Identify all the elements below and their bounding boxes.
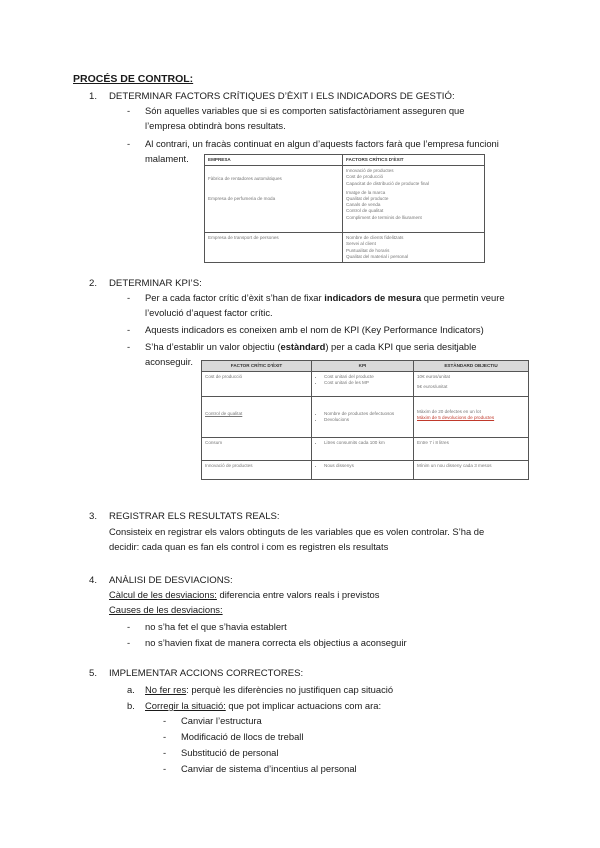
s4-cause-1: no s’ha fet el que s’havia establert bbox=[145, 621, 287, 632]
table-cell: Màxim de 20 defectes en un lot Màxim de 5 devolucions de productes bbox=[414, 397, 529, 438]
table-cell: Empresa de transport de persones bbox=[205, 233, 343, 263]
table-header: EMPRESA bbox=[205, 155, 343, 166]
s5-action-1: Canviar l’estructura bbox=[181, 715, 262, 726]
table-row bbox=[202, 438, 529, 461]
section-1-heading: DETERMINAR FACTORS CRÍTIQUES D’ÈXIT I ELS INDICADORS DE GESTIÓ: bbox=[109, 91, 455, 102]
s4-cause-2: no s’havien fixat de manera correcta els objectius a aconseguir bbox=[145, 637, 407, 648]
table-cell: Innovació de productes bbox=[202, 461, 312, 480]
table-cell: Entre 7 i 8 litres bbox=[414, 438, 529, 461]
bullet-dash: - bbox=[163, 763, 167, 774]
table-cell: • Nombre de productes defectuosos • Devolucions bbox=[312, 397, 414, 438]
table-header: ESTÀNDARD OBJECTIU bbox=[414, 361, 529, 372]
section-1-number: 1. bbox=[89, 91, 98, 102]
s5-item-b: Corregir la situació: que pot implicar actuacions com ara: bbox=[145, 700, 382, 711]
s3-line-2: decidir: cada quan es fan els control i com es registren els resultats bbox=[109, 541, 389, 552]
s2-bullet-3-line-1: S’ha d’establir un valor objectiu (estàndard) per a cada KPI que seria desitjable bbox=[145, 341, 477, 352]
s4-calc-line: Càlcul de les desviacions: diferencia entre valors reals i previstos bbox=[109, 589, 380, 600]
section-4-heading: ANÀLISI DE DESVIACIONS: bbox=[109, 575, 233, 586]
s4-causes-label: Causes de les desviacions: bbox=[109, 604, 223, 615]
table-cell: Cost de producció bbox=[202, 372, 312, 397]
section-4-number: 4. bbox=[89, 575, 98, 586]
s5-item-b-letter: b. bbox=[127, 700, 135, 711]
table-header: FACTORS CRÍTICS D’ÈXIT bbox=[343, 155, 485, 166]
table-cell: • Nous dissenys bbox=[312, 461, 414, 480]
bullet-dash: - bbox=[127, 105, 131, 116]
bullet-dash: - bbox=[127, 621, 131, 632]
table-row bbox=[202, 372, 529, 397]
s5-action-3: Substitució de personal bbox=[181, 747, 279, 758]
table-row bbox=[205, 233, 485, 263]
bullet-dash: - bbox=[127, 138, 131, 149]
s2-bullet-1-line-1: Per a cada factor crític d’èxit s’han de fixar indicadors de mesura que permetin veure bbox=[145, 292, 505, 303]
table-cell: Nombre de clients fidelitzats Servei al client Puntualitat de horaris Qualitat del material i personal bbox=[343, 233, 485, 263]
table-cell: Control de qualitat bbox=[202, 397, 312, 438]
table-cell: Consum bbox=[202, 438, 312, 461]
s1-bullet-1-line-1: Són aquelles variables que si es comporten satisfactòriament asseguren que bbox=[145, 105, 465, 116]
bullet-dash: - bbox=[127, 637, 131, 648]
table-cell: Innovació de productes Cost de producció Capacitat de distribució de producte final Imatge de la marca Qualitat del producte Canals de venda Control de qualitat Compliment de terminis de lliurament bbox=[343, 166, 485, 233]
bullet-dash: - bbox=[163, 731, 167, 742]
page-title: PROCÉS DE CONTROL: bbox=[73, 73, 194, 85]
table-header-row bbox=[202, 361, 529, 372]
s1-bullet-2-line-1: Al contrari, un fracàs continuat en algun d’aquests factors farà que l’empresa funcioni bbox=[145, 138, 499, 149]
s1-bullet-1-line-2: l’empresa obtindrà bons resultats. bbox=[145, 120, 286, 131]
bullet-dash: - bbox=[163, 747, 167, 758]
table-header: FACTOR CRÍTIC D’ÈXIT bbox=[202, 361, 312, 372]
s5-action-4: Canviar de sistema d’incentius al personal bbox=[181, 763, 357, 774]
s5-item-a-letter: a. bbox=[127, 684, 135, 695]
table-header-row bbox=[205, 155, 485, 166]
table-cell: 10€ euros/unitat 5€ euros/unitat bbox=[414, 372, 529, 397]
critical-factors-table bbox=[204, 154, 485, 263]
table-cell: Fàbrica de rentadores automàtiques Empresa de perfumeria de moda bbox=[205, 166, 343, 233]
s2-bullet-2: Aquests indicadors es coneixen amb el nom de KPI (Key Performance Indicators) bbox=[145, 324, 484, 335]
section-3-heading: REGISTRAR ELS RESULTATS REALS: bbox=[109, 511, 280, 522]
table-header: KPI bbox=[312, 361, 414, 372]
table-cell: • Litres consumits cada 100 km bbox=[312, 438, 414, 461]
section-2-heading: DETERMINAR KPI’S: bbox=[109, 278, 202, 289]
section-2-number: 2. bbox=[89, 278, 98, 289]
kpi-table bbox=[201, 360, 529, 480]
table-row bbox=[205, 166, 485, 233]
s1-bullet-2-line-2: malament. bbox=[145, 153, 189, 164]
s5-item-a: No fer res: perquè les diferències no justifiquen cap situació bbox=[145, 684, 394, 695]
bullet-dash: - bbox=[127, 341, 131, 352]
section-3-number: 3. bbox=[89, 511, 98, 522]
table-row bbox=[202, 461, 529, 480]
s3-line-1: Consisteix en registrar els valors obtinguts de les variables que es volen controlar. S’ha de bbox=[109, 526, 485, 537]
section-5-heading: IMPLEMENTAR ACCIONS CORRECTORES: bbox=[109, 668, 304, 679]
bullet-dash: - bbox=[127, 292, 131, 303]
s5-action-2: Modificació de llocs de treball bbox=[181, 731, 304, 742]
table-row bbox=[202, 397, 529, 438]
s2-bullet-1-line-2: l’evolució d’aquest factor crític. bbox=[145, 307, 273, 318]
table-cell: • Cost unitari del producte • Cost unitari de les MP bbox=[312, 372, 414, 397]
bullet-dash: - bbox=[127, 324, 131, 335]
s2-bullet-3-line-2: aconseguir. bbox=[145, 356, 193, 367]
table-cell: Mínim un nou disseny cada 3 mesos bbox=[414, 461, 529, 480]
section-5-number: 5. bbox=[89, 668, 98, 679]
bullet-dash: - bbox=[163, 715, 167, 726]
